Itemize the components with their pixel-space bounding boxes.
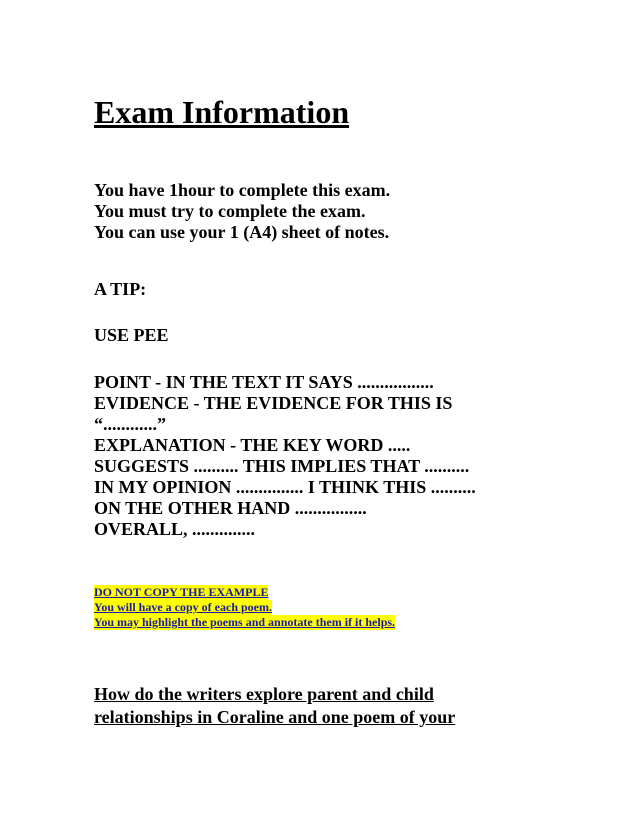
pee-line-explanation: EXPLANATION - THE KEY WORD ..... <box>94 435 411 455</box>
pee-line-suggests: SUGGESTS .......... THIS IMPLIES THAT .......... <box>94 456 470 476</box>
rule-complete: You must try to complete the exam. <box>94 201 366 221</box>
pee-line-evidence: EVIDENCE - THE EVIDENCE FOR THIS IS <box>94 393 453 413</box>
pee-line-point: POINT - IN THE TEXT IT SAYS ................. <box>94 372 434 392</box>
pee-line-overall: OVERALL, .............. <box>94 519 256 539</box>
note-poem-copy: You will have a copy of each poem. <box>94 600 272 614</box>
note-highlight-poems: You may highlight the poems and annotate them if it helps. <box>94 615 396 629</box>
pee-structure <box>94 372 476 540</box>
method-heading: USE PEE <box>94 325 169 345</box>
pee-line-other-hand: ON THE OTHER HAND ................ <box>94 498 367 518</box>
note-do-not-copy: DO NOT COPY THE EXAMPLE <box>94 585 269 599</box>
pee-line-opinion: IN MY OPINION ............... I THINK THIS .......... <box>94 477 476 497</box>
question-line-2: relationships in Coraline and one poem of your <box>94 707 456 727</box>
pee-line-quote: “............” <box>94 414 166 434</box>
rule-time: You have 1hour to complete this exam. <box>94 180 391 200</box>
question-line-1: How do the writers explore parent and child <box>94 684 434 704</box>
highlighted-notes <box>94 585 395 630</box>
page-title: Exam Information <box>94 94 350 130</box>
exam-question <box>94 683 455 729</box>
rule-notes: You can use your 1 (A4) sheet of notes. <box>94 222 390 242</box>
exam-rules <box>94 180 390 243</box>
tip-heading: A TIP: <box>94 279 147 299</box>
